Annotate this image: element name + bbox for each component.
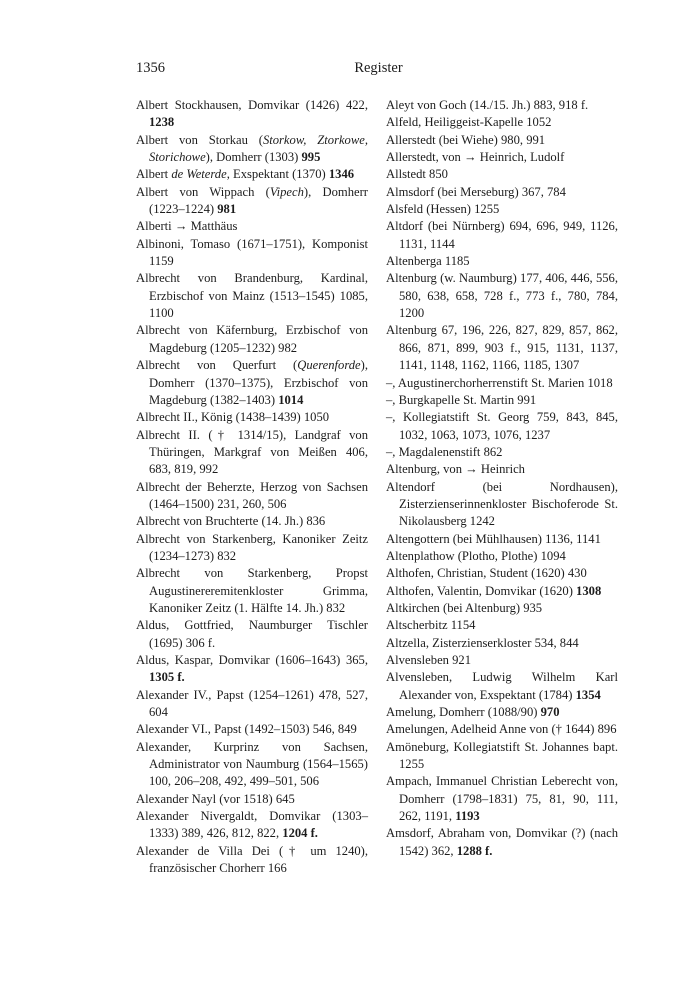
index-entry bbox=[386, 652, 618, 669]
index-entry bbox=[386, 548, 618, 565]
index-entry bbox=[386, 270, 618, 322]
index-column-left bbox=[136, 97, 368, 877]
index-entry bbox=[386, 600, 618, 617]
index-entry bbox=[136, 322, 368, 357]
entry-text: Altendorf (bei Nordhausen), Zisterzienserinnenkloster Bischoferode St. Nikolausberg 1242 bbox=[386, 479, 618, 529]
entry-text: Albrecht von Käfernburg, Erzbischof von Magdeburg (1205–1232) 982 bbox=[136, 323, 368, 355]
index-entry bbox=[386, 773, 618, 825]
entry-text: Alexander Nayl (vor 1518) 645 bbox=[136, 791, 295, 806]
index-entry bbox=[386, 704, 618, 721]
index-entry bbox=[386, 392, 618, 409]
entry-text: Altenburg 67, 196, 226, 827, 829, 857, 862, 866, 871, 899, 903 f., 915, 1131, 1137, 1141, 1148, 1162, 1166, 1185, 1307 bbox=[386, 323, 618, 373]
index-entry bbox=[386, 149, 618, 166]
entry-text: Altenberga 1185 bbox=[386, 254, 470, 269]
index-entry bbox=[136, 739, 368, 791]
index-entry bbox=[386, 617, 618, 634]
entry-text: Altkirchen (bei Altenburg) 935 bbox=[386, 600, 543, 615]
index-entry bbox=[386, 531, 618, 548]
index-entry bbox=[136, 357, 368, 409]
entry-text: Amelungen, Adelheid Anne von († 1644) 896 bbox=[386, 722, 617, 737]
entry-text: Albert von Storkau ( bbox=[136, 132, 263, 147]
entry-text: Almsdorf (bei Merseburg) 367, 784 bbox=[386, 184, 566, 199]
entry-italic-text: de Weterde bbox=[171, 167, 227, 182]
entry-text: Albrecht von Bruchterte (14. Jh.) 836 bbox=[136, 514, 326, 529]
entry-text: Albrecht II., König (1438–1439) 1050 bbox=[136, 410, 330, 425]
entry-bold-ref: 1238 bbox=[149, 115, 175, 130]
entry-text: Albert von Wippach ( bbox=[136, 184, 270, 199]
entry-text: Albrecht der Beherzte, Herzog von Sachsen (1464–1500) 231, 260, 506 bbox=[136, 479, 368, 511]
index-entry bbox=[386, 461, 618, 478]
entry-text: Alsfeld (Hessen) 1255 bbox=[386, 202, 500, 217]
entry-bold-ref: 1193 bbox=[455, 809, 480, 824]
entry-text: Alexander Nivergaldt, Domvikar (1303–1333) 389, 426, 812, 822, bbox=[136, 809, 368, 841]
entry-text: ), Domherr (1370–1375), Erzbischof von Magdeburg (1382–1403) bbox=[149, 358, 368, 407]
entry-text: Altenplathow (Plotho, Plothe) 1094 bbox=[386, 548, 566, 563]
entry-text: ), Domherr (1223–1224) bbox=[149, 184, 369, 217]
index-entry bbox=[386, 739, 618, 774]
entry-text: Aldus, Gottfried, Naumburger Tischler (1695) 306 f. bbox=[136, 618, 368, 650]
index-entry bbox=[386, 375, 618, 392]
index-entry bbox=[136, 687, 368, 722]
entry-text: Altzella, Zisterzienserkloster 534, 844 bbox=[386, 635, 579, 650]
entry-text: Amsdorf, Abraham von, Domvikar (?) (nach 1542) 362, bbox=[386, 826, 618, 858]
index-entry bbox=[136, 531, 368, 566]
entry-text: Alfeld, Heiliggeist-Kapelle 1052 bbox=[386, 115, 552, 130]
entry-text: Alvensleben, Ludwig Wilhelm Karl Alexander von, Exspektant (1784) bbox=[386, 670, 618, 702]
index-entry bbox=[386, 132, 618, 149]
index-entry bbox=[386, 565, 618, 582]
entry-text: Alexander VI., Papst (1492–1503) 546, 849 bbox=[136, 722, 357, 737]
entry-text: , Exspektant (1370) bbox=[226, 167, 329, 182]
entry-bold-ref: 1308 bbox=[576, 583, 602, 598]
entry-text: Albrecht II. († 1314/15), Landgraf von Thüringen, Markgraf von Meißen 406, 683, 819, 992 bbox=[136, 427, 368, 477]
entry-bold-ref: 1305 f. bbox=[149, 670, 185, 685]
entry-text: Amelung, Domherr (1088/90) bbox=[386, 705, 541, 720]
index-entry bbox=[136, 409, 368, 426]
entry-text: Altenburg (w. Naumburg) 177, 406, 446, 556, 580, 638, 658, 728 f., 773 f., 780, 784, 1200 bbox=[386, 271, 618, 321]
entry-text: Albinoni, Tomaso (1671–1751), Komponist 1159 bbox=[136, 236, 368, 269]
index-entry bbox=[136, 652, 368, 687]
entry-text: –, Kollegiatstift St. Georg 759, 843, 845, 1032, 1063, 1073, 1076, 1237 bbox=[386, 410, 618, 442]
entry-text: Altengottern (bei Mühlhausen) 1136, 1141 bbox=[386, 531, 601, 546]
entry-text: Altenburg, von → Heinrich bbox=[386, 462, 525, 477]
entry-text: Allerstedt, von → Heinrich, Ludolf bbox=[386, 150, 565, 165]
entry-italic-text: Storkow, Ztorkowe, Storichowe bbox=[149, 132, 368, 165]
running-head: Register bbox=[354, 60, 403, 76]
entry-text: Amöneburg, Kollegiatstift St. Johannes bapt. 1255 bbox=[386, 739, 618, 772]
entry-text: –, Burgkapelle St. Martin 991 bbox=[386, 392, 537, 407]
index-entry bbox=[136, 236, 368, 271]
entry-text: Ampach, Immanuel Christian Leberecht von, Domherr (1798–1831) 75, 81, 90, 111, 262, 1191, bbox=[386, 774, 618, 824]
entry-text: Aleyt von Goch (14./15. Jh.) 883, 918 f. bbox=[386, 98, 589, 112]
index-entry bbox=[136, 479, 368, 514]
index-entry bbox=[136, 721, 368, 738]
index-entry bbox=[386, 114, 618, 131]
entry-italic-text: Vipech bbox=[269, 184, 304, 199]
index-entry bbox=[386, 253, 618, 270]
index-entry bbox=[386, 97, 618, 114]
index-entry bbox=[386, 201, 618, 218]
entry-bold-ref: 1354 bbox=[575, 687, 601, 702]
entry-bold-ref: 1346 bbox=[328, 167, 355, 182]
entry-text: Aldus, Kaspar, Domvikar (1606–1643) 365, bbox=[136, 653, 368, 667]
entry-text: Althofen, Christian, Student (1620) 430 bbox=[386, 566, 587, 581]
entry-text: Albrecht von Starkenberg, Propst Augustinereremitenkloster Grimma, Kanoniker Zeitz (1. Hälfte 14. Jh.) 832 bbox=[136, 566, 368, 615]
index-column-right bbox=[386, 97, 618, 860]
entry-bold-ref: 1014 bbox=[278, 392, 304, 407]
entry-text: –, Augustinerchorherrenstift St. Marien 1018 bbox=[386, 375, 613, 390]
index-entry bbox=[136, 270, 368, 322]
page-header bbox=[136, 60, 621, 82]
index-entry bbox=[386, 184, 618, 201]
entry-text: Altdorf (bei Nürnberg) 694, 696, 949, 1126, 1131, 1144 bbox=[386, 219, 618, 251]
index-entry bbox=[136, 132, 368, 167]
entry-text: Albrecht von Querfurt ( bbox=[136, 358, 298, 373]
index-entry bbox=[386, 669, 618, 704]
index-entry bbox=[386, 583, 618, 600]
entry-text: –, Magdalenenstift 862 bbox=[386, 444, 503, 459]
index-entry bbox=[386, 825, 618, 860]
index-entry bbox=[136, 184, 368, 219]
entry-text: Alberti → Matthäus bbox=[136, 219, 238, 234]
index-entry bbox=[386, 479, 618, 531]
entry-text: Albert bbox=[136, 167, 172, 182]
entry-text: Allerstedt (bei Wiehe) 980, 991 bbox=[386, 132, 546, 147]
entry-bold-ref: 1288 f. bbox=[456, 843, 493, 858]
index-entry bbox=[386, 635, 618, 652]
entry-text: Althofen, Valentin, Domvikar (1620) bbox=[386, 583, 577, 598]
index-entry bbox=[136, 791, 368, 808]
entry-text: ), Domherr (1303) bbox=[205, 150, 302, 165]
entry-text: Alexander de Villa Dei († um 1240), französischer Chorherr 166 bbox=[136, 843, 368, 876]
index-entry bbox=[386, 444, 618, 461]
entry-text: Alvensleben 921 bbox=[386, 653, 471, 667]
index-entry bbox=[136, 617, 368, 652]
entry-text: Allstedt 850 bbox=[386, 167, 448, 182]
index-entry bbox=[136, 843, 368, 878]
entry-text: Albrecht von Brandenburg, Kardinal, Erzbischof von Mainz (1513–1545) 1085, 1100 bbox=[136, 271, 368, 321]
entry-text: Altscherbitz 1154 bbox=[386, 618, 476, 633]
page-number: 1356 bbox=[136, 60, 165, 76]
index-entry bbox=[386, 166, 618, 183]
index-entry bbox=[386, 721, 618, 738]
index-entry bbox=[386, 218, 618, 253]
entry-text: Albrecht von Starkenberg, Kanoniker Zeitz (1234–1273) 832 bbox=[136, 531, 368, 563]
entry-italic-text: Querenforde bbox=[297, 358, 361, 373]
entry-bold-ref: 1204 f. bbox=[282, 826, 318, 841]
index-entry bbox=[136, 808, 368, 843]
entry-text: Alexander, Kurprinz von Sachsen, Administrator von Naumburg (1564–1565) 100, 206–208, 492, 499–501, 506 bbox=[136, 739, 368, 789]
index-entry bbox=[386, 409, 618, 444]
index-entry bbox=[386, 322, 618, 374]
entry-bold-ref: 995 bbox=[301, 150, 321, 165]
entry-text: Alexander IV., Papst (1254–1261) 478, 527, 604 bbox=[136, 687, 368, 720]
index-entry bbox=[136, 97, 368, 132]
index-entry bbox=[136, 166, 368, 183]
index-entry bbox=[136, 565, 368, 617]
index-entry bbox=[136, 218, 368, 235]
index-entry bbox=[136, 513, 368, 530]
entry-text: Albert Stockhausen, Domvikar (1426) 422, bbox=[136, 98, 368, 112]
entry-bold-ref: 981 bbox=[217, 202, 237, 217]
index-entry bbox=[136, 427, 368, 479]
entry-bold-ref: 970 bbox=[540, 705, 560, 720]
